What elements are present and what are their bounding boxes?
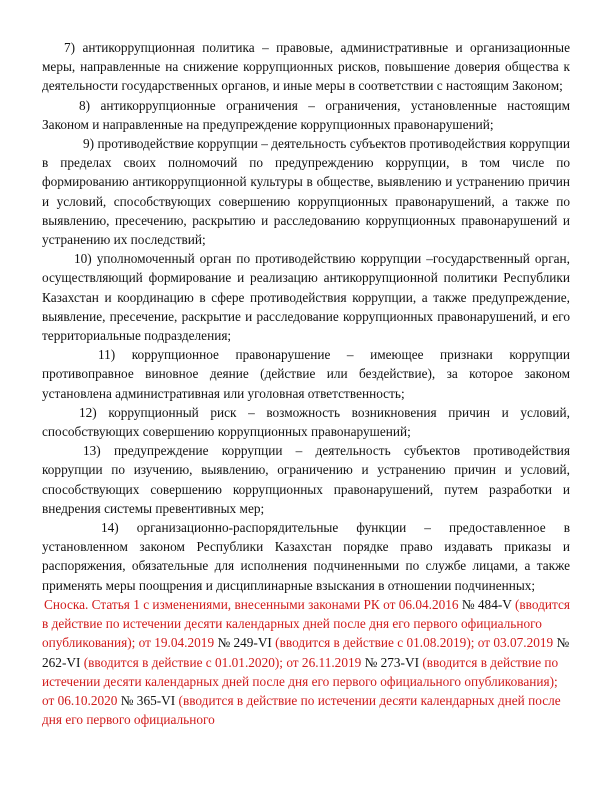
amendment-footnote bbox=[42, 595, 570, 729]
footnote-text-1: (вводится в действие по истечении десяти календарных дней после дня его первого официального опубликования); от 19.04.2019 bbox=[42, 596, 570, 651]
law-link-365-vi[interactable]: № 365-VI bbox=[120, 692, 176, 708]
definition-item-8: 8) антикоррупционные ограничения – ограничения, установленные настоящим Законом и направленные на предупреждение коррупционных правонарушений; bbox=[42, 97, 570, 132]
definition-item-12: 12) коррупционный риск – возможность возникновения причин и условий, способствующих совершению коррупционных правонарушений; bbox=[42, 404, 570, 440]
definition-item-14: 14) организационно-распорядительные функции – предоставленное в установленном законом Республики Казахстан порядке право издавать приказы и распоряжения, обязательные для исполнения подчиненными по службе лицами, а также применять меры поощрения и дисциплинарные взыскания в отношении подчиненных; bbox=[42, 520, 570, 593]
footnote-text-3: (вводится в действие с 01.01.2020); от 26.11.2019 bbox=[80, 654, 365, 670]
footnote-text-5: (вводится в действие по истечении десяти календарных дней после дня его первого официального bbox=[42, 692, 561, 728]
definition-item-9: 9) противодействие коррупции – деятельность субъектов противодействия коррупции в пределах своих полномочий по предупреждению коррупции, в том числе по формированию антикоррупционной культуры в обществе, выявлению и устранению причин и условий, способствующих совершению коррупционных правонарушений, а также по выявлению, пресечению, раскрытию и расследованию коррупционных правонарушений и устранению их последствий; bbox=[42, 136, 570, 248]
law-link-273-vi[interactable]: № 273-VI bbox=[364, 654, 420, 670]
law-link-249-vi[interactable]: № 249-VI bbox=[217, 635, 272, 651]
law-link-262-vi[interactable]: № 262-VI bbox=[42, 635, 570, 670]
definition-item-10: 10) уполномоченный орган по противодействию коррупции –государственный орган, осуществляющий формирование и реализацию антикоррупционной политики Республики Казахстан и координацию в сфере противодействия коррупции, а также предупреждение, выявление, пресечение, раскрытие и расследование коррупционных правонарушений, и его территориальные подразделения; bbox=[42, 251, 570, 344]
law-link-484-v[interactable]: № 484-V bbox=[461, 596, 512, 612]
footnote-text-4: (вводится в действие по истечении десяти календарных дней после дня его первого официального опубликования); от 06.10.2020 bbox=[42, 654, 559, 708]
document-page bbox=[42, 38, 570, 729]
footnote-intro: Сноска. Статья 1 с изменениями, внесенными законами РК от 06.04.2016 bbox=[44, 596, 462, 612]
definition-item-13: 13) предупреждение коррупции – деятельность субъектов противодействия коррупции по изучению, выявлению, ограничению и устранению причин и условий, способствующих совершению коррупционных правонарушений, путем разработки и внедрения системы превентивных мер; bbox=[42, 443, 570, 516]
footnote-text-2: (вводится в действие с 01.08.2019); от 03.07.2019 bbox=[271, 635, 557, 651]
definition-item-11: 11) коррупционное правонарушение – имеющее признаки коррупции противоправное виновное деяние (действие или бездействие), за которое законом установлена административная или уголовная ответственность; bbox=[42, 347, 570, 401]
definition-item-7: 7) антикоррупционная политика – правовые, административные и организационные меры, направленные на снижение коррупционных рисков, повышение доверия общества к деятельности государственных органов, и иные меры в соответствии с настоящим Законом; bbox=[42, 40, 570, 94]
